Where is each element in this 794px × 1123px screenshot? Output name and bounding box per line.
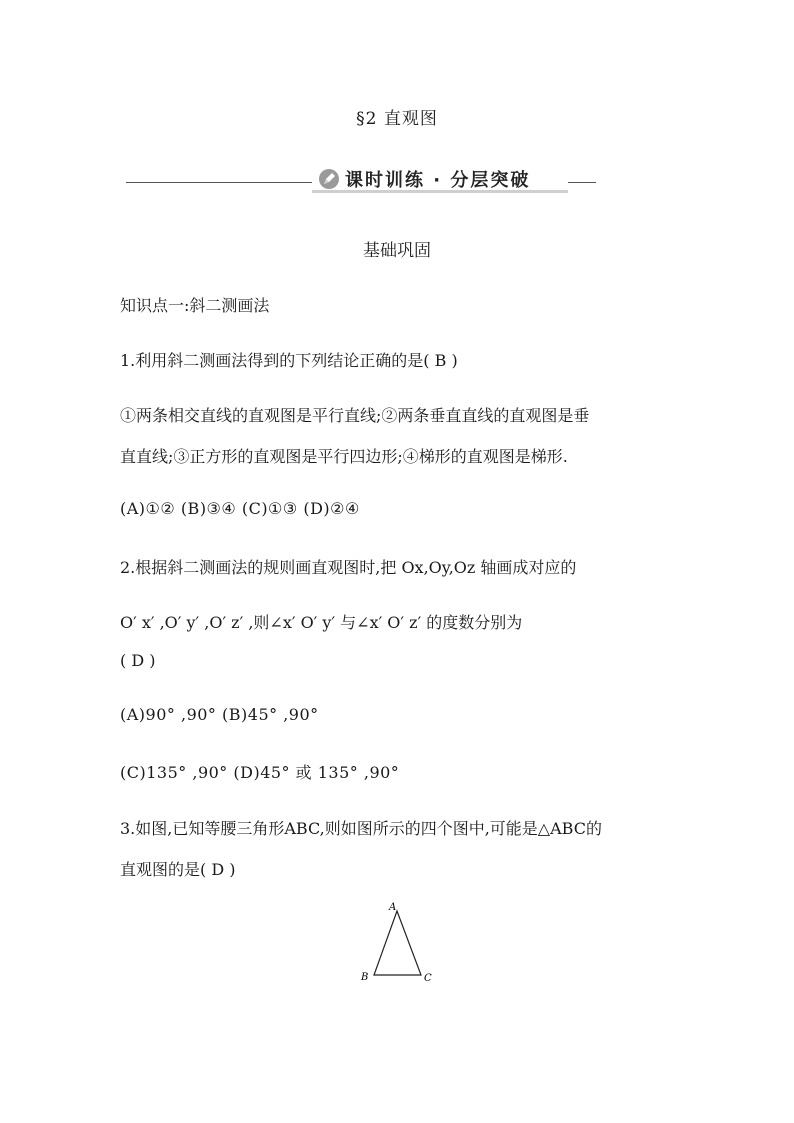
q3-stem-line1: 3.如图,已知等腰三角形ABC,则如图所示的四个图中,可能是△ABC的 [120,819,602,838]
page-title: §2 直观图 [356,109,438,129]
triangle-abc [374,911,421,975]
q1-options: (A)①② (B)③④ (C)①③ (D)②④ [120,499,360,518]
vertex-label-a: A [389,902,397,913]
banner-title: 课时训练 · 分层突破 [345,170,531,191]
vertex-label-b: B [361,972,369,983]
section-heading: 基础巩固 [363,241,431,261]
q2-options-line1: (A)90° ,90° (B)45° ,90° [120,705,319,724]
q1-line2: 直直线;③正方形的直观图是平行四边形;④梯形的直观图是梯形. [120,447,568,466]
knowledge-point: 知识点一:斜二测画法 [120,296,270,315]
q2-stem-line1: 2.根据斜二测画法的规则画直观图时,把 Ox,Oy,Oz 轴画成对应的 [120,558,577,577]
q2-stem-line2: O′ x′ ,O′ y′ ,O′ z′ ,则∠x′ O′ y′ 与∠x′ O′ z′ 的度数分别为 [120,613,523,632]
q2-answer: ( D ) [120,651,156,670]
q1-line1: ①两条相交直线的直观图是平行直线;②两条垂直直线的直观图是垂 [120,406,590,425]
q1-stem: 1.利用斜二测画法得到的下列结论正确的是( B ) [120,351,458,370]
q3-stem-line2: 直观图的是( D ) [120,860,236,879]
q2-options-line2: (C)135° ,90° (D)45° 或 135° ,90° [120,763,400,782]
pencil-icon [318,168,340,190]
vertex-label-c: C [424,973,432,984]
triangle-figure [355,898,445,992]
